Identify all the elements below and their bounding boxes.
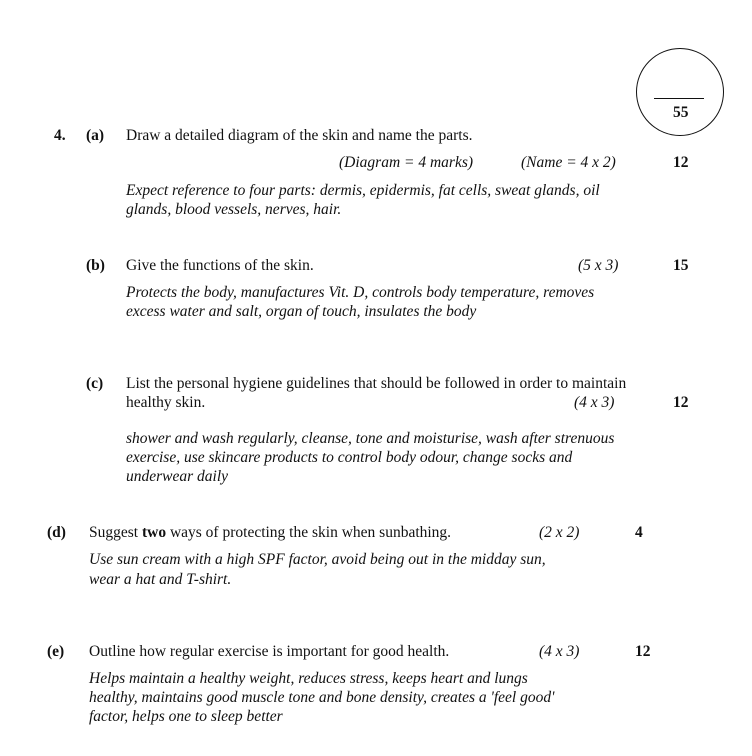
- part-c-answer-line-2: exercise, use skincare products to control body odour, change socks and: [126, 449, 573, 466]
- total-marks-value: 55: [673, 104, 689, 121]
- part-e-label: (e): [47, 643, 65, 660]
- part-c-label: (c): [86, 375, 104, 392]
- part-e-marks: 12: [635, 643, 651, 660]
- part-c-question-line-2: healthy skin.: [126, 394, 206, 411]
- part-b-allocation: (5 x 3): [578, 257, 619, 274]
- part-c-allocation: (4 x 3): [574, 394, 615, 411]
- part-b-answer-line-2: excess water and salt, organ of touch, insulates the body: [126, 303, 477, 320]
- total-marks-divider: [654, 98, 704, 99]
- part-b-question: Give the functions of the skin.: [126, 257, 314, 274]
- part-d-emphasis: two: [141, 524, 167, 541]
- part-b-marks: 15: [673, 257, 689, 274]
- part-d-allocation: (2 x 2): [539, 524, 580, 541]
- part-e-question: Outline how regular exercise is important for good health.: [89, 643, 450, 660]
- part-a-label: (a): [86, 127, 105, 144]
- part-d-question: Suggest two ways of protecting the skin when sunbathing.: [89, 524, 452, 541]
- part-d-marks: 4: [635, 524, 643, 541]
- part-a-marks: 12: [673, 154, 689, 171]
- total-marks-circle: [636, 48, 724, 136]
- part-b-label: (b): [86, 257, 105, 274]
- part-b-answer-line-1: Protects the body, manufactures Vit. D, controls body temperature, removes: [126, 284, 595, 301]
- part-e-allocation: (4 x 3): [539, 643, 580, 660]
- part-a-name-allocation: (Name = 4 x 2): [521, 154, 616, 171]
- part-a-answer-line-2: glands, blood vessels, nerves, hair.: [126, 201, 342, 218]
- part-c-question-line-1: List the personal hygiene guidelines that should be followed in order to maintain: [126, 375, 627, 392]
- part-c-answer-line-1: shower and wash regularly, cleanse, tone and moisturise, wash after strenuous: [126, 430, 615, 447]
- part-d-label: (d): [47, 524, 66, 541]
- part-e-answer-line-1: Helps maintain a healthy weight, reduces stress, keeps heart and lungs: [89, 670, 528, 687]
- part-a-question: Draw a detailed diagram of the skin and name the parts.: [126, 127, 473, 144]
- part-e-answer-line-3: factor, helps one to sleep better: [89, 708, 283, 725]
- part-a-answer-line-1: Expect reference to four parts: dermis, epidermis, fat cells, sweat glands, oil: [126, 182, 600, 199]
- part-c-answer-line-3: underwear daily: [126, 468, 229, 485]
- part-a-diagram-allocation: (Diagram = 4 marks): [339, 154, 474, 171]
- part-d-answer-line-2: wear a hat and T-shirt.: [89, 571, 232, 588]
- part-d-answer-line-1: Use sun cream with a high SPF factor, avoid being out in the midday sun,: [89, 551, 546, 568]
- part-c-marks: 12: [673, 394, 689, 411]
- question-number: 4.: [54, 127, 66, 144]
- part-e-answer-line-2: healthy, maintains good muscle tone and bone density, creates a 'feel good': [89, 689, 555, 706]
